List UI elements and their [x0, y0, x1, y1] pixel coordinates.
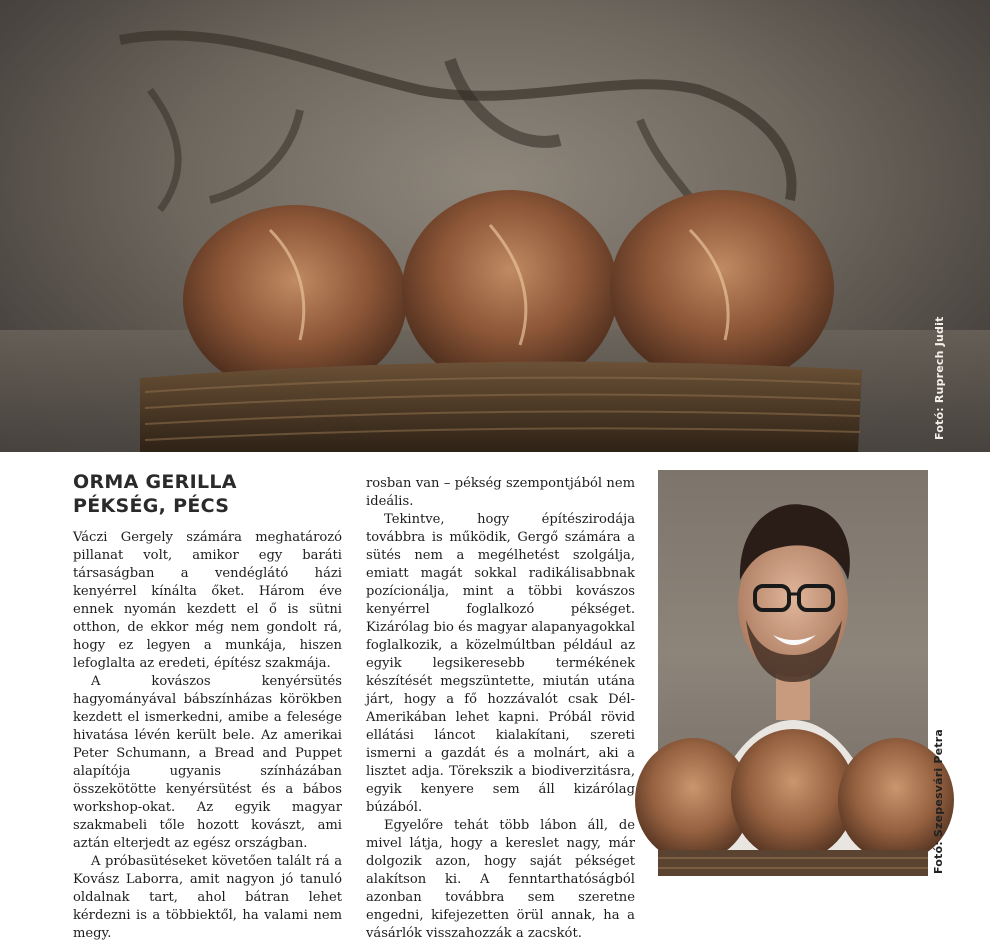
portrait-photo: [658, 470, 928, 876]
paragraph: Tekintve, hogy építészirodája továbbra is működik, Gergő számára a sütés nem a megélhetést szolgálja, emiatt magát sokkal radikálisabbnak pozícionálja, mint a többi kovászos kenyérrel foglalkozó pékséget. Kizárólag bio és magyar alapanyagokkal foglalkozik, a közelmúltban például az egyik legsikeresebb termékének készítését megszüntette, miután utána járt, hogy a fő hozzávalót csak Dél-Amerikában lehet kapni. Próbál rövid ellátási láncot kialakítani, szereti ismerni a gazdát és a molnárt, aki a lisztet adja. Törekszik a biodiverzitásra, egyik kenyere sem áll kizárólag búzából.: [366, 512, 635, 815]
bread-loaves-photo: [0, 0, 990, 452]
portrait-photo-credit: Fotó: Szepesvári Petra: [932, 729, 945, 874]
hero-photo: [0, 0, 990, 452]
paragraph: Váczi Gergely számára meghatározó pillanat volt, amikor egy baráti társaságban a vendéglátó házi kenyérrel kínálta őket. Három éve ennek nyomán kezdett el ő is sütni otthon, de ekkor még nem gondolt rá, hogy ez legyen a munkája, hiszen lefoglalta az eredeti, építész szakmája.: [73, 530, 342, 671]
article-column-1: [73, 529, 342, 941]
article-title-line1: ORMA GERILLA: [73, 471, 237, 493]
article-title: [73, 470, 353, 518]
article-title-line2: PÉKSÉG, PÉCS: [73, 495, 230, 517]
hero-photo-credit: Fotó: Ruprech Judit: [933, 316, 946, 440]
paragraph: rosban van – pékség szempontjából nem ideális.: [366, 476, 635, 509]
paragraph: Egyelőre tehát több lábon áll, de mivel látja, hogy a kereslet nagy, már dolgozik azon, hogy saját pékséget alakítson ki. A fenntarthatóságból azonban továbbra sem szeretne engedni, kifejezetten örül annak, ha a vásárlók visszahozzák a zacskót.: [366, 818, 635, 941]
paragraph: A próbasütéseket követően talált rá a Kovász Laborra, amit nagyon jó tanuló oldalnak tart, ahol bátran lehet kérdezni is a többiektől, ha valami nem megy.: [73, 854, 342, 941]
paragraph: A kovászos kenyérsütés hagyományával bábszínházas körökben kezdett el ismerkedni, amibe a felesége hivatása lévén került bele. Az amerikai Peter Schumann, a Bread and Puppet alapítója ugyanis színházában összekötötte kenyérsütést és a bábos workshop-okat. Az egyik magyar szakmabeli tőle hozott kovászt, ami aztán elterjedt az egész országban.: [73, 674, 342, 851]
article-column-2: [366, 475, 635, 941]
baker-portrait-photo: [658, 470, 928, 876]
